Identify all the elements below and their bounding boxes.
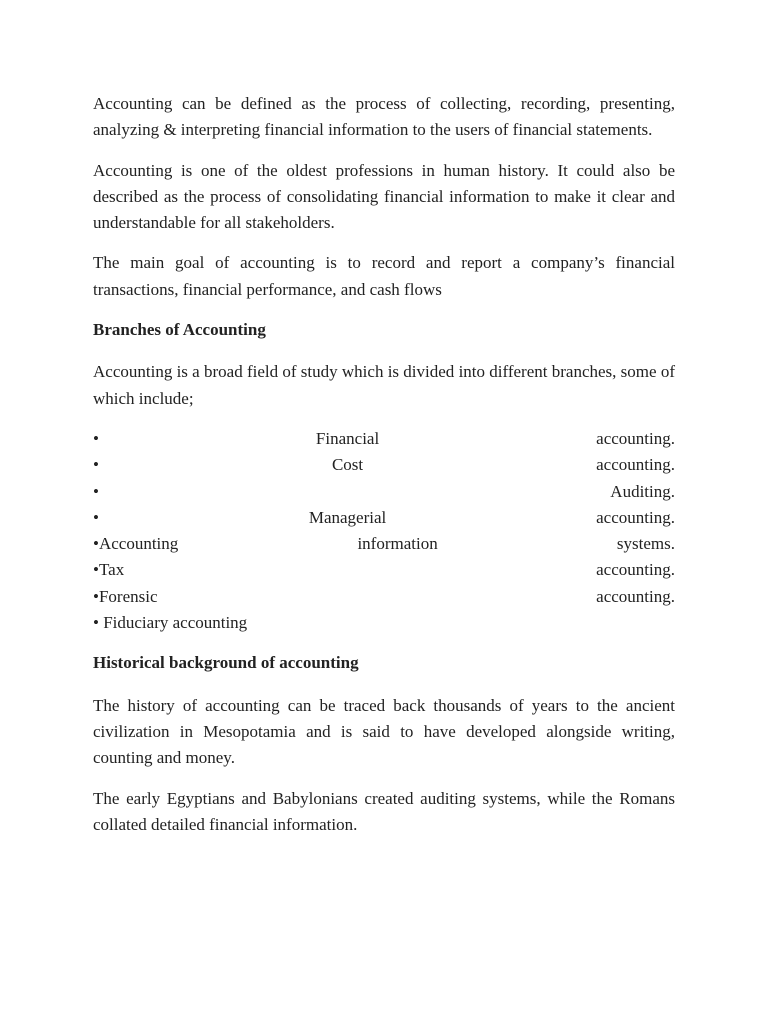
heading-history: Historical background of accounting [93, 653, 359, 673]
list-item-middle: Financial [315, 428, 380, 448]
list-item-end: systems. [616, 534, 675, 554]
paragraph-branches-intro: Accounting is a broad field of study which is divided into different branches, some of which include; [93, 362, 675, 408]
list-item [93, 557, 675, 583]
branches-list [93, 426, 675, 636]
list-item-end: accounting. [596, 586, 675, 606]
list-item-start: • [93, 455, 99, 475]
list-item [93, 479, 675, 505]
list-item-end: accounting. [596, 455, 675, 475]
list-item-end: accounting. [596, 428, 675, 448]
list-item [93, 584, 675, 610]
paragraph-history-origin: The history of accounting can be traced back thousands of years to the ancient civilization in Mesopotamia and is said to have developed alongside writing, counting and money. [93, 695, 675, 768]
paragraph-main-goal: The main goal of accounting is to record and report a company’s financial transactions, financial performance, and cash flows [93, 253, 675, 299]
list-item-middle: Managerial [308, 507, 387, 527]
list-item-start: •Forensic [93, 586, 158, 606]
paragraph-definition: Accounting can be defined as the process of collecting, recording, presenting, analyzing & interpreting financial information to the users of financial statements. [93, 94, 675, 140]
list-item-start: • [93, 481, 99, 501]
list-item [93, 426, 675, 452]
list-item-start: • [93, 428, 99, 448]
list-item-middle: Cost [331, 455, 364, 475]
paragraph-history-egyptians: The early Egyptians and Babylonians created auditing systems, while the Romans collated detailed financial information. [93, 788, 675, 834]
document-body [93, 91, 675, 852]
list-item-end: accounting. [596, 560, 675, 580]
list-item-end: accounting. [596, 507, 675, 527]
list-item-start: •Tax [93, 560, 125, 580]
list-item [93, 610, 675, 636]
list-item-middle: information [357, 534, 438, 554]
paragraph-oldest-profession: Accounting is one of the oldest professions in human history. It could also be described as the process of consolidating financial information to make it clear and understandable for all stakeholders. [93, 160, 675, 233]
list-item-start: • [93, 507, 99, 527]
list-item-start: • Fiduciary accounting [93, 613, 248, 633]
list-item [93, 505, 675, 531]
list-item-start: •Accounting [93, 534, 179, 554]
list-item [93, 531, 675, 557]
heading-branches: Branches of Accounting [93, 320, 266, 340]
list-item-end: Auditing. [610, 481, 675, 501]
list-item [93, 452, 675, 478]
